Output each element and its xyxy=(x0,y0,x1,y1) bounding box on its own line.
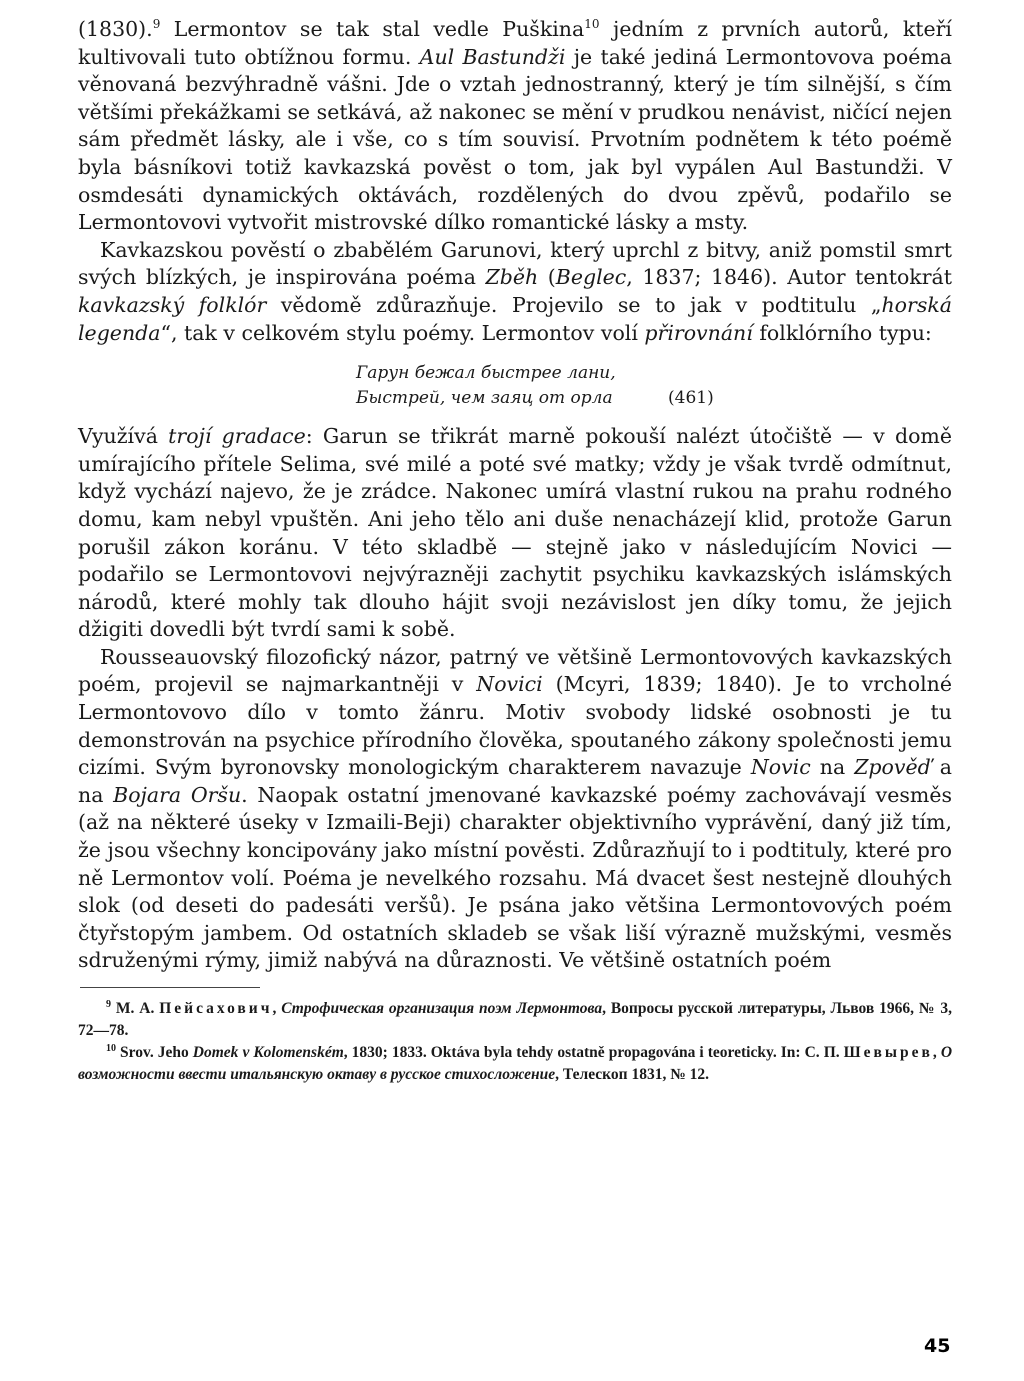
text-run: folklórního typu: xyxy=(752,320,932,345)
verse-reference-number: (461) xyxy=(668,388,714,409)
verse-line-2: Быстрей, чем заяц от орла xyxy=(356,388,613,409)
italic-text: Bojara Oršu xyxy=(113,782,242,807)
spaced-author-name: Шевырев xyxy=(843,1044,933,1061)
text-run: , 1837; 1846). Autor tentokrát xyxy=(626,265,952,290)
text-run: , Телескоп 1831, № 12. xyxy=(555,1066,710,1083)
text-run: Srov. Jeho xyxy=(116,1044,193,1061)
verse-quotation xyxy=(78,361,952,411)
paragraph-fn9 xyxy=(78,998,952,1042)
text-run: na xyxy=(810,755,855,780)
italic-text: О возможности ввести итальянскую октаву в русское стихосложение xyxy=(78,1044,953,1083)
italic-text: Zpověď xyxy=(854,755,931,780)
italic-text: kavkazský folklór xyxy=(78,292,267,317)
text-run: Rousseauovský filozofický názor, patrný ve většině Lermontovových kavkazských poém, projevil se najmarkantněji v xyxy=(78,644,952,697)
text-run: Využívá xyxy=(78,424,169,449)
footnote-divider xyxy=(80,987,260,988)
page-number: 45 xyxy=(924,1335,951,1357)
footnote-marker: 10 xyxy=(106,1042,116,1054)
text-run: Kavkazskou pověstí o zbabělém Garunovi, který uprchl z bitvy, aniž pomstil smrt svých blízkých, je inspirována poéma xyxy=(78,237,952,290)
paragraph-p2 xyxy=(78,237,952,347)
text-run: vědomě zdůrazňuje. Projevilo se to jak v podtitulu „ xyxy=(266,292,882,317)
footnote-marker: 10 xyxy=(584,17,600,32)
text-run: . Naopak ostatní jmenované kavkazské poémy zachovávají vesměs (až na některé úseky v Izmaili-Beji) charakter objektivního vyprávění, daný již tím, že jsou všechny koncipovány jako místní pověsti. Zdůrazňují to i podtituly, které pro ně Lermontov volí. Poéma je nevelkého rozsahu. Má dvacet šest nestejně dlouhých slok (od deseti do padesáti veršů). Je psána jako většina Lermontovových poém čtyřstopým jambem. Od ostatních skladeb se však liší výrazně mužskými, vesměs sdruženými rýmy, jimiž nabývá na důraznosti. Ve většině ostatních poém xyxy=(78,782,952,973)
text-run: , Вопросы русской литературы, Львов 1966, № 3, 72—78. xyxy=(78,1000,953,1039)
italic-text: Novici xyxy=(476,672,543,697)
text-run: Lermontov se tak stal vedle Puškina xyxy=(160,17,585,41)
text-run: , xyxy=(932,1044,941,1061)
italic-text: Domek v Kolomenském xyxy=(192,1044,344,1061)
verse-line-1: Гарун бежал быстрее лани, xyxy=(356,363,616,384)
paragraph-p3 xyxy=(78,423,952,644)
spaced-author-name: Пейсахович xyxy=(159,1000,273,1017)
text-run: je také jediná Lermontovova poéma věnovaná bezvýhradně vášni. Jde o vztah jednostranný, který je tím silnější, s čím většími překážkami se setkává, až nakonec se mění v prudkou nenávist, ničící nejen sám předmět lásky, ale i vše, co s tím souvisí. Prvotním podnětem k této poémě byla básníkovi totiž kavkazská pověst o tom, jak byl vypálen Aul Bastundži. V osmdesáti dynamických oktávách, rozdělených do dvou zpěvů, podařilo se Lermontovovi vytvořit mistrovské dílko romantické lásky a msty. xyxy=(78,44,952,235)
body-text-lower xyxy=(78,423,952,975)
paragraph-fn10 xyxy=(78,1042,952,1086)
italic-text: přirovnání xyxy=(644,320,753,345)
paragraph-p4 xyxy=(78,644,952,975)
italic-text: Строфическая организация поэм Лермонтова xyxy=(281,1000,603,1017)
footnote-marker: 9 xyxy=(106,998,111,1010)
text-run: jedním z prvních autorů, kteří kultivovali tuto obtížnou formu. xyxy=(78,17,952,69)
text-run: : Garun se třikrát marně pokouší nalézt útočiště — v domě umírajícího přítele Selima, své milé a poté své matky; vždy je však tvrdě odmítnut, když vychází najevo, že je zrádce. Nakonec umírá vlastní rukou na prahu rodného domu, kam nebyl vpuštěn. Ani jeho tělo ani duše nenacházejí klid, protože Garun porušil zákon koránu. V této skladbě — stejně jako v následujícím Novici — podařilo se Lermontovovi nejvýrazněji zachytit psychiku kavkazských islámských národů, které mohly tak dlouho hájit svoji nezávislost jen díky tomu, že jejich džigiti dovedli být tvrdí sami k sobě. xyxy=(78,424,952,642)
text-run: М. А. xyxy=(111,1000,160,1017)
book-page xyxy=(78,16,952,1086)
italic-text: Novic xyxy=(750,755,811,780)
body-text-upper xyxy=(78,16,952,347)
italic-text: Zběh xyxy=(485,265,539,290)
footnotes xyxy=(78,998,952,1086)
text-run: , 1830; 1833. Oktáva byla tehdy ostatně propagována i teoreticky. In: С. П. xyxy=(343,1044,844,1061)
text-run: a na xyxy=(78,755,952,807)
text-run: (1830). xyxy=(78,17,153,41)
paragraph-p1 xyxy=(78,16,952,237)
italic-text: trojí gradace xyxy=(168,424,306,449)
italic-text: Aul Bastundži xyxy=(419,44,566,69)
footnote-marker: 9 xyxy=(152,17,161,32)
text-run: , xyxy=(272,1000,282,1017)
text-run: “, tak v celkovém stylu poémy. Lermontov volí xyxy=(160,320,645,345)
italic-text: horská legenda xyxy=(78,292,952,345)
italic-text: Beglec xyxy=(555,265,627,290)
text-run: ( xyxy=(538,265,556,290)
text-run: (Mcyri, 1839; 1840). Je to vrcholné Lermontovovo dílo v tomto žánru. Motiv svobody lidské osobnosti je tu demonstrován na psychice přírodního člověka, spoutaného zákony společnosti jemu cizími. Svým byronovsky monologickým charakterem navazuje xyxy=(78,672,952,780)
